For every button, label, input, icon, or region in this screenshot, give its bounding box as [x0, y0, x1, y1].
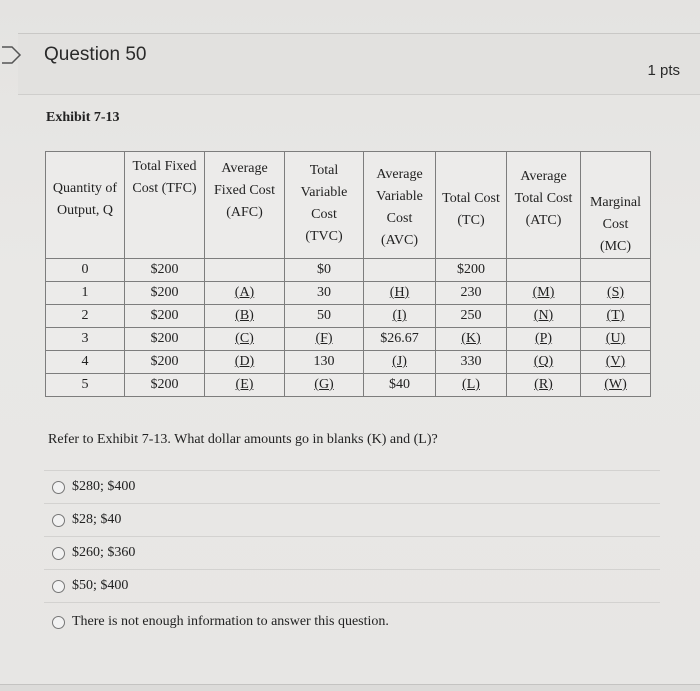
table-cell: 230	[436, 282, 507, 305]
table-cell: (T)	[581, 305, 651, 328]
table-header-cell	[125, 152, 205, 259]
table-cell: (V)	[581, 351, 651, 374]
table-header-line: Fixed Cost	[213, 183, 276, 198]
table-cell: $200	[125, 374, 205, 397]
table-cell: (D)	[205, 351, 285, 374]
table-cell	[364, 259, 436, 282]
arrow-right-icon	[0, 44, 22, 66]
table-cell: (A)	[205, 282, 285, 305]
table-cell: 330	[436, 351, 507, 374]
table-cell: (F)	[285, 328, 364, 351]
radio-button[interactable]	[52, 481, 65, 494]
table-header-line: Cost	[386, 211, 413, 226]
question-prompt: Refer to Exhibit 7-13. What dollar amounts go in blanks (K) and (L)?	[48, 432, 438, 447]
answer-options	[44, 470, 660, 641]
table-cell: $40	[364, 374, 436, 397]
table-header-row	[46, 152, 651, 259]
table-row	[46, 328, 651, 351]
table-header-line: (MC)	[599, 239, 632, 254]
answer-option-label: $260; $360	[72, 545, 136, 560]
radio-button[interactable]	[52, 616, 65, 629]
table-cell: $200	[125, 282, 205, 305]
answer-option[interactable]	[44, 470, 660, 503]
table-header-line: Cost	[311, 207, 337, 222]
table-header-line: Output, Q	[57, 203, 113, 218]
table-header-line: Variable	[300, 185, 348, 200]
table-cell: 50	[285, 305, 364, 328]
answer-option[interactable]	[44, 503, 660, 536]
table-header-line: (TC)	[457, 213, 485, 228]
table-cell: $0	[285, 259, 364, 282]
table-cell: (L)	[436, 374, 507, 397]
table-cell	[581, 259, 651, 282]
table-header-line: (AVC)	[380, 233, 419, 248]
table-cell: $200	[436, 259, 507, 282]
table-row	[46, 259, 651, 282]
table-cell: (Q)	[507, 351, 581, 374]
table-header-cell	[581, 152, 651, 259]
table-header-line: Cost	[602, 217, 629, 232]
answer-option-label: $50; $400	[72, 578, 129, 593]
table-header-line: Total Cost	[442, 191, 500, 206]
table-cell: (B)	[205, 305, 285, 328]
table-cell: (J)	[364, 351, 436, 374]
radio-button[interactable]	[52, 547, 65, 560]
table-header-line: Total Fixed	[132, 159, 197, 174]
table-cell: (C)	[205, 328, 285, 351]
question-header	[18, 33, 700, 95]
answer-option-label: $280; $400	[72, 479, 136, 494]
table-cell: 5	[46, 374, 125, 397]
table-header-cell	[285, 152, 364, 259]
table-cell: (W)	[581, 374, 651, 397]
table-cell: $200	[125, 259, 205, 282]
table-cell: (I)	[364, 305, 436, 328]
table-header-line: (TVC)	[305, 229, 343, 244]
table-header-cell	[436, 152, 507, 259]
table-cell: (K)	[436, 328, 507, 351]
table-cell: $200	[125, 305, 205, 328]
table-header-line: Cost (TFC)	[132, 181, 197, 196]
table-cell: 130	[285, 351, 364, 374]
table-row	[46, 305, 651, 328]
table-header-line: Total	[309, 163, 339, 178]
answer-option[interactable]	[44, 602, 660, 641]
radio-button[interactable]	[52, 514, 65, 527]
table-header-line: (AFC)	[226, 205, 263, 220]
table-cell: 4	[46, 351, 125, 374]
table-cell: $200	[125, 328, 205, 351]
answer-option-label: $28; $40	[72, 512, 122, 527]
table-header-cell	[364, 152, 436, 259]
table-cell: 30	[285, 282, 364, 305]
table-cell: (M)	[507, 282, 581, 305]
table-row	[46, 351, 651, 374]
table-header-line: (ATC)	[525, 213, 562, 228]
table-cell: 0	[46, 259, 125, 282]
table-cell: (H)	[364, 282, 436, 305]
table-header-line: Average	[221, 161, 268, 176]
table-cell: 2	[46, 305, 125, 328]
table-cell: (U)	[581, 328, 651, 351]
table-header-line: Variable	[376, 189, 423, 204]
table-header-line: Marginal	[589, 195, 642, 210]
answer-option[interactable]	[44, 569, 660, 602]
table-cell	[205, 259, 285, 282]
table-header-line: Average	[376, 167, 423, 182]
table-header-line: Average	[520, 169, 567, 184]
table-cell: 3	[46, 328, 125, 351]
question-title: Question 50	[44, 44, 147, 65]
table-cell: (S)	[581, 282, 651, 305]
answer-option[interactable]	[44, 536, 660, 569]
table-header-line: Quantity of	[52, 181, 118, 196]
table-cell: 1	[46, 282, 125, 305]
table-cell: 250	[436, 305, 507, 328]
table-cell: $26.67	[364, 328, 436, 351]
table-cell: (N)	[507, 305, 581, 328]
radio-button[interactable]	[52, 580, 65, 593]
exhibit-label: Exhibit 7-13	[46, 110, 120, 125]
table-body	[46, 259, 651, 397]
table-row	[46, 282, 651, 305]
table-cell: (G)	[285, 374, 364, 397]
table-cell: (R)	[507, 374, 581, 397]
table-cell: (E)	[205, 374, 285, 397]
exhibit-table	[45, 151, 651, 397]
table-header-cell	[46, 152, 125, 259]
table-header-cell	[507, 152, 581, 259]
table-cell: (P)	[507, 328, 581, 351]
table-row	[46, 374, 651, 397]
table-header-line: Total Cost	[514, 191, 573, 206]
table-header-cell	[205, 152, 285, 259]
answer-option-label: There is not enough information to answer this question.	[72, 614, 389, 629]
question-points: 1 pts	[647, 62, 680, 79]
table-cell	[507, 259, 581, 282]
table-cell: $200	[125, 351, 205, 374]
